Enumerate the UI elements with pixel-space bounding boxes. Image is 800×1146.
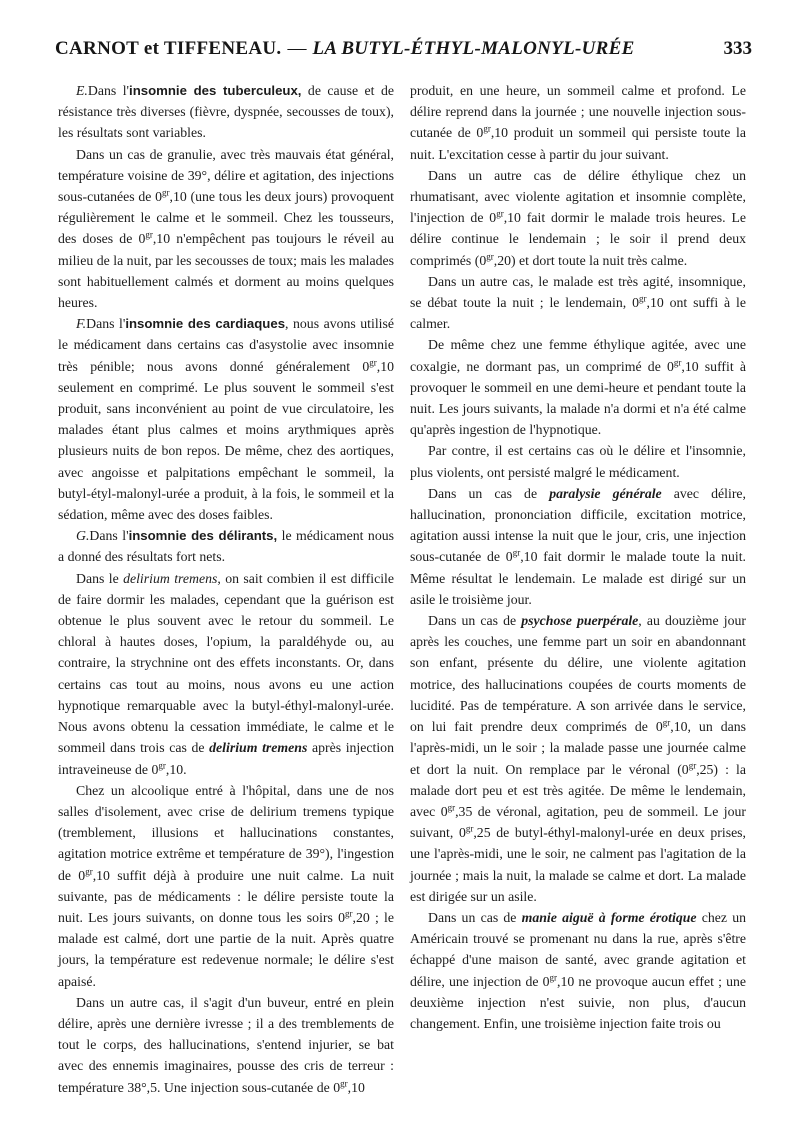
page-number: 333 — [723, 38, 752, 59]
right-column — [410, 80, 746, 1034]
unit-superscript: gr — [639, 293, 647, 304]
unit-superscript: gr — [549, 971, 558, 982]
header-authors: CARNOT et TIFFENEAU. — [55, 38, 282, 59]
paragraph-cardiaques: F.Dans l'insomnie des cardiaques, nous avons utilisé le médicament dans certains cas d'asystolie avec insomnie très pénible; nous avons donné généralement $0^{gr},10$ seulement en comprimé. Le plus souvent le sommeil s'est produit, sans inconvénient au point de vue circulatoire, les malades étant plus calmes et moins arythmiques après plusieurs nuits de bon repos. De même, chez des aortiques, avec angoisse et palpitations empêchant le sommeil, la butyl-étyl-malonyl-urée a produit, à la fois, le sommeil et la sédation, même avec des doses faibles. — [58, 316, 395, 523]
unit-superscript: gr — [512, 547, 521, 558]
unit-superscript: gr — [688, 759, 697, 770]
unit-superscript: gr — [162, 187, 170, 198]
unit-superscript: gr — [369, 357, 377, 368]
unit-superscript: gr — [345, 908, 353, 919]
unit-superscript: gr — [673, 357, 682, 368]
paragraph-manie-aigue: Dans un cas de manie aiguë à forme érotique chez un Américain trouvé se promenant nu dans la rue, après s'être échappé d'une maison de santé, avec grande agitation et délire, une injection de $0^{gr},10$ ne provoque aucun effet ; une deuxième injection n'est suivie, non plus, d'aucun changement. Enfin, une troisième injection faite trois ou — [410, 909, 746, 1031]
unit-superscript: gr — [486, 251, 494, 262]
paragraph-rhumatisant: Dans un autre cas de délire éthylique chez un rhumatisant, avec violente agitation et insomnie complète, l'injection de $0^{gr},10$ fait dormir le malade trois heures. Le délire continue le lendemain ; le soir il prend deux comprimés $(0^{gr},20)$ et dort toute la nuit très calme. — [410, 167, 747, 268]
unit-superscript: gr — [662, 717, 671, 728]
paragraph-par-contre: Par contre, il est certains cas où le délire et l'insomnie, plus violents, ont persisté malgré le médicament. — [410, 443, 746, 480]
header-dash: — — [287, 38, 307, 59]
unit-superscript: gr — [340, 1077, 348, 1088]
paragraph-buveur: Dans un autre cas, il s'agit d'un buveur, entré en plein délire, après une dernière ivresse ; il a des tremblements de tout le corps, des hallucinations, s'entend injurier, se bat avec des ennemis imaginaires, pousse des cris de terreur : température 38°,5. Une injection sous-cutanée de $0^{gr},10$ — [58, 994, 394, 1095]
running-header — [55, 38, 752, 78]
paragraph-delirants: G.Dans l'insomnie des délirants, le médicament nous a donné des résultats fort nets. — [58, 528, 395, 565]
unit-superscript: gr — [85, 865, 93, 876]
paragraph-alcoolique: Chez un alcoolique entré à l'hôpital, dans une de nos salles d'isolement, avec crise de delirium tremens typique (tremblement, illusions et hallucinations constantes, agitation motrice extrême et température de 39°), l'ingestion de $0^{gr},10$ suffit déjà à produire une nuit calme. La nuit suivante, pas de médicaments : le délire persiste toute la nuit. Les jours suivants, on donne tous les soirs $0^{gr},20$ ; le malade est calmé, dort une partie de la nuit. Après quatre jours, la température est redevenue normale; le délire s'est apaisé. — [58, 782, 395, 989]
heading-insomnie-cardiaques: insomnie des cardiaques — [125, 316, 286, 332]
unit-superscript: gr — [145, 229, 153, 240]
paragraph-femme-ethylique: De même chez une femme éthylique agitée, avec une coxalgie, ne dormant pas, un comprimé de $0^{gr},10$ suffit à provoquer le sommeil en une demi-heure et pendant toute la nuit. Les jours suivants, la malade n'a dormi et n'a été calme qu'après ingestion de l'hypnotique. — [410, 337, 746, 438]
paragraph-paralysie-generale: Dans un cas de paralysie générale avec délire, hallucination, prononciation difficile, excitation motrice, agitation aussi intense la nuit que le jour, cris, une injection sous-cutanée de $0^{gr},10$ fait dormir le malade toute la nuit. Même résultat le lendemain. Le malade est dirigé sur un asile le troisième jour. — [410, 485, 747, 607]
paragraph-granulie: Dans un cas de granulie, avec très mauvais état général, température voisine de 39°, délire et agitation, des injections sous-cutanées de $0^{gr},10$ (une tous les deux jours) provoquent régulièrement le calme et le sommeil. Chez les tousseurs, des doses de $0^{gr},10$ n'empêchent pas toujours le réveil au milieu de la nuit, par les secousses de toux; mais les malades sont habituellement calmés et dorment au moins quelques heures. — [58, 146, 394, 311]
paragraph-delirium-tremens: Dans le delirium tremens, on sait combien il est difficile de faire dormir les malades, cependant que la guérison est obtenue le plus souvent avec le retour du sommeil. Le chloral à hautes doses, l'opium, la paraldéhyde ou, au contraire, la strychnine ont des effets inconstants. Or, dans certains cas tout au moins, nous avons eu une action hypnotique remarquable avec la butyl-éthyl-malonyl-urée. Nous avons obtenu la cessation immédiate, le calme et le sommeil dans trois cas de delirium tremens après injection intraveineuse de $0^{gr},10$. — [58, 570, 394, 777]
unit-superscript: gr — [465, 823, 474, 834]
paragraph-buveur-continued: produit, en une heure, un sommeil calme et profond. Le délire reprend dans la journée ; une nouvelle injection sous-cutanée de $0^{gr},10$ produit un sommeil qui persiste toute la nuit. L'excitation cesse à partir du jour suivant. — [410, 83, 746, 162]
paragraph-tuberculeux: E.Dans l'insomnie des tuberculeux, de cause et de résistance très diverses (fièvre, dyspnée, secousses de toux), les résultats sont variables. — [58, 83, 394, 141]
unit-superscript: gr — [158, 759, 166, 770]
heading-insomnie-delirants: insomnie des délirants, — [128, 528, 278, 544]
heading-insomnie-tuberculeux: insomnie des tuberculeux, — [129, 83, 302, 98]
unit-superscript: gr — [496, 208, 504, 219]
paragraph-psychose-puerperale: Dans un cas de psychose puerpérale, au douzième jour après les couches, une femme part un soir en abandonnant son enfant, présente du délire, une violente agitation motrice, des hallucinations coupées de courts moments de lucidité. Pas de température. A son arrivée dans le service, on lui fait prendre deux comprimés de $0^{gr},10$, un dans l'après-midi, un le soir ; la malade passe une journée calme et dort la nuit. On remplace par le véronal $(0^{gr},25)$ : la malade dort peu et est très agitée. De même le lendemain, avec $0^{gr},35$ de véronal, agitation, peu de sommeil. Le jour suivant, $0^{gr},25$ de butyl-éthyl-malonyl-urée en deux prises, une l'après-midi, une le soir, ne calment pas l'agitation de la journée ; mais la nuit, la malade se calme et dort. La malade est dirigée sur un asile. — [410, 613, 747, 904]
header-title: LA BUTYL-ÉTHYL-MALONYL-URÉE — [312, 38, 635, 59]
paragraph-agite: Dans un autre cas, le malade est très agité, insomnique, se débat toute la nuit ; le lendemain, $0^{gr},10$ ont suffi à le calmer. — [410, 273, 747, 332]
unit-superscript: gr — [447, 802, 456, 813]
left-column — [58, 80, 394, 1098]
unit-superscript: gr — [483, 123, 491, 134]
